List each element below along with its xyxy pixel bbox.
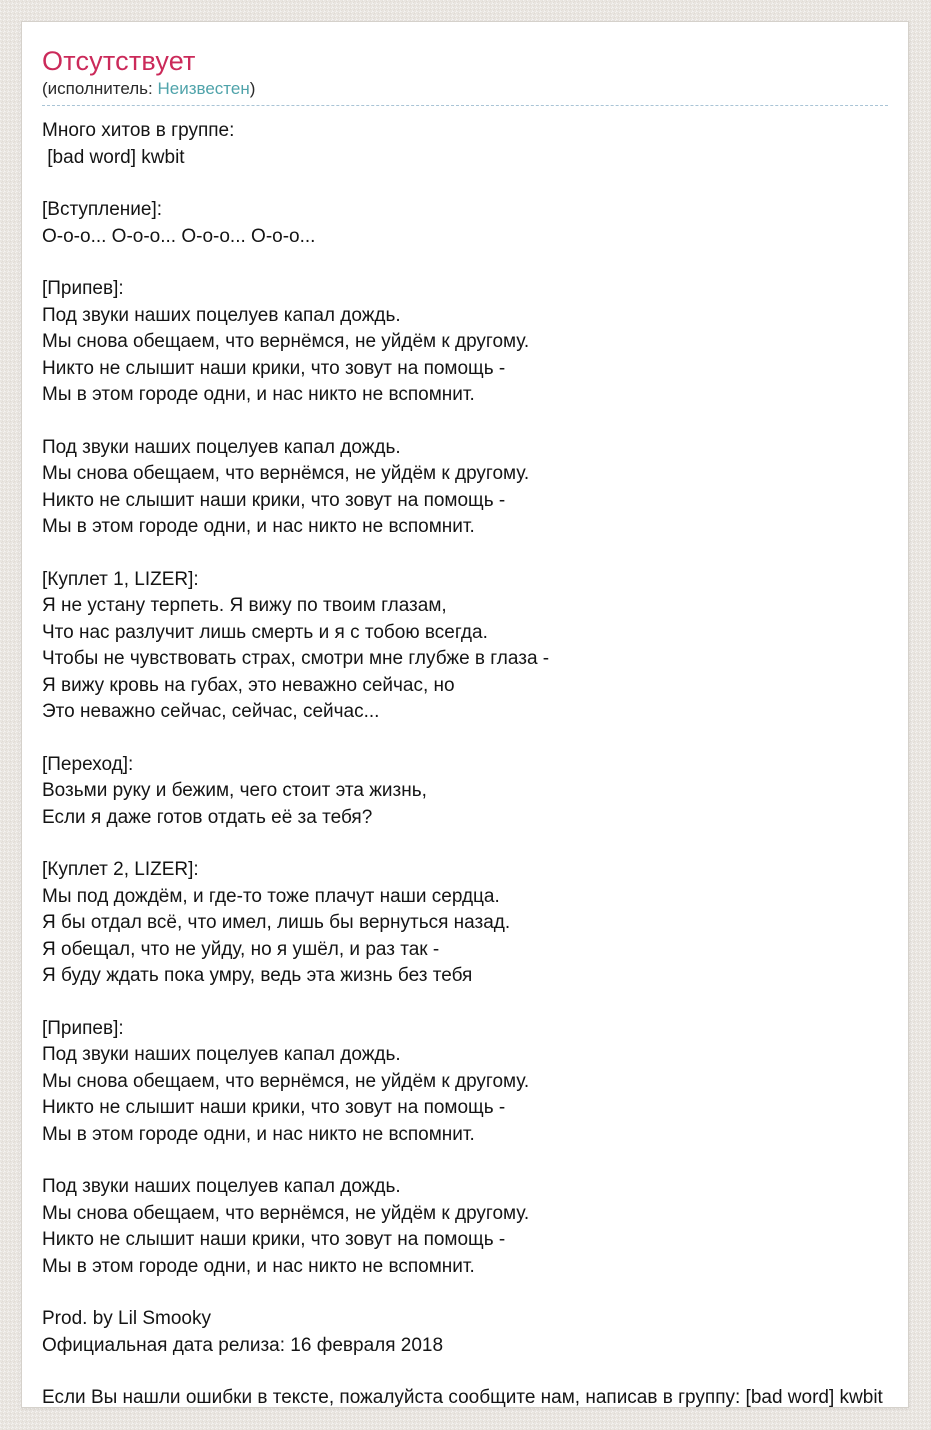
stanza <box>42 1174 888 1280</box>
lyrics-text <box>42 118 888 1359</box>
lyric-line: Никто не слышит наши крики, что зовут на помощь - <box>42 357 506 379</box>
lyric-line: Мы снова обещаем, что вернёмся, не уйдём к другому. <box>42 1070 530 1092</box>
lyric-line: Мы снова обещаем, что вернёмся, не уйдём к другому. <box>42 331 530 352</box>
stanza <box>42 1016 888 1149</box>
lyric-line: [Куплет 1, LIZER]: <box>42 568 199 590</box>
lyric-line: Никто не слышит наши крики, что зовут на помощь - <box>42 1097 506 1118</box>
lyric-line: Под звуки наших поцелуев капал дождь. <box>42 436 401 458</box>
lyric-line: Под звуки наших поцелуев капал дождь. <box>42 1176 401 1197</box>
header <box>42 46 888 106</box>
stanza <box>42 857 888 990</box>
lyric-line: Под звуки наших поцелуев капал дождь. <box>42 1044 401 1065</box>
lyric-line: Никто не слышит наши крики, что зовут на помощь - <box>42 489 506 511</box>
lyric-line: Я вижу кровь на губах, это неважно сейчас, но <box>42 674 455 696</box>
lyric-line: Prod. by Lil Smooky <box>42 1308 211 1329</box>
artist-label: (исполнитель: <box>42 79 158 98</box>
lyric-line: [Припев]: <box>42 1017 124 1039</box>
stanza <box>42 567 888 726</box>
lyric-line: [Вступление]: <box>42 199 163 220</box>
lyric-line: Мы снова обещаем, что вернёмся, не уйдём к другому. <box>42 1202 530 1224</box>
lyric-line: Я обещал, что не уйду, но я ушёл, и раз так - <box>42 938 440 960</box>
song-title: Отсутствует <box>42 46 196 76</box>
lyric-line: Мы под дождём, и где-то тоже плачут наши сердца. <box>42 885 500 907</box>
lyric-line: Мы в этом городе одни, и нас никто не вспомнит. <box>42 384 475 405</box>
lyric-line: Я буду ждать пока умру, ведь эта жизнь без тебя <box>42 965 473 986</box>
lyric-line: Чтобы не чувствовать страх, смотри мне глубже в глаза - <box>42 648 550 669</box>
artist-link[interactable]: Неизвестен <box>157 79 250 98</box>
lyric-line: Я не устану терпеть. Я вижу по твоим глазам, <box>42 595 447 616</box>
lyric-line: [Переход]: <box>42 753 134 775</box>
lyric-line: Что нас разлучит лишь смерть и я с тобою всегда. <box>42 621 488 643</box>
lyric-line: Мы в этом городе одни, и нас никто не вспомнит. <box>42 1123 475 1145</box>
lyric-line: Под звуки наших поцелуев капал дождь. <box>42 304 401 326</box>
lyric-line: Это неважно сейчас, сейчас, сейчас... <box>42 701 380 722</box>
lyric-line: Я бы отдал всё, что имел, лишь бы вернуться назад. <box>42 912 511 933</box>
error-report-note: Если Вы нашли ошибки в тексте, пожалуйста сообщите нам, написав в группу: [bad word] kwbit <box>42 1387 883 1408</box>
stanza <box>42 752 888 832</box>
lyric-line: Мы снова обещаем, что вернёмся, не уйдём к другому. <box>42 463 530 484</box>
lyric-line: Возьми руку и бежим, чего стоит эта жизнь, <box>42 780 427 801</box>
artist-line-close: ) <box>249 79 256 98</box>
lyric-line: О-о-о... О-о-о... О-о-о... О-о-о... <box>42 225 316 247</box>
lyric-line: [Куплет 2, LIZER]: <box>42 859 199 880</box>
lyrics-card <box>21 21 909 1408</box>
lyric-line: Мы в этом городе одни, и нас никто не вспомнит. <box>42 1255 475 1277</box>
stanza <box>42 197 888 250</box>
lyric-line: Официальная дата релиза: 16 февраля 2018 <box>42 1334 444 1356</box>
lyric-line: Если я даже готов отдать её за тебя? <box>42 806 373 828</box>
lyric-line: Никто не слышит наши крики, что зовут на помощь - <box>42 1229 506 1250</box>
lyric-line: [bad word] kwbit <box>42 146 185 168</box>
lyric-line: [Припев]: <box>42 278 124 299</box>
stanza <box>42 118 888 171</box>
lyric-line: Мы в этом городе одни, и нас никто не вспомнит. <box>42 516 475 537</box>
artist-line <box>42 79 888 98</box>
stanza <box>42 1306 888 1359</box>
stanza <box>42 435 888 541</box>
lyric-line: Много хитов в группе: <box>42 120 235 141</box>
stanza <box>42 276 888 409</box>
